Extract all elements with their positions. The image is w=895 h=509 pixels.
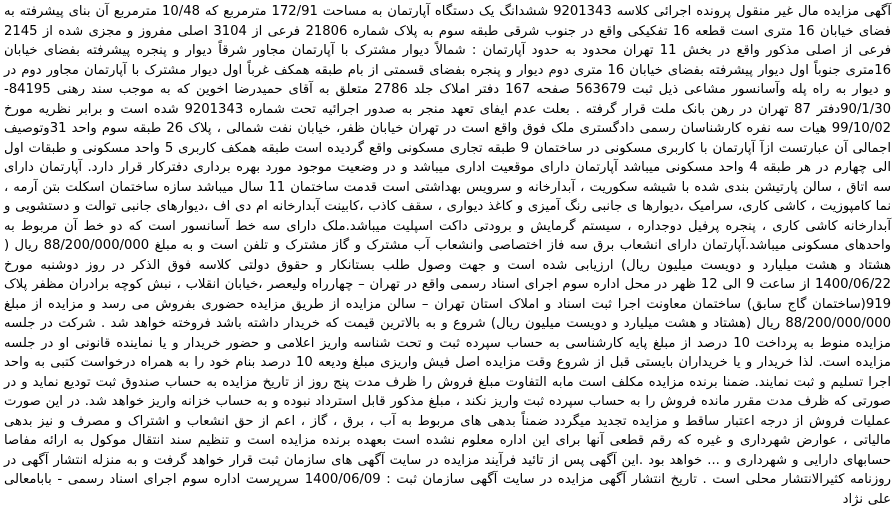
notice-body-text: آگهی مزایده مال غیر منقول پرونده اجرائی کلاسه 9201343 ششدانگ یک دستگاه آپارتمان به مساحت 172/91 مترمربع که 10/48 مترمربع آن بنای پیشرفته به فضای خیابان 16 متری است قطعه 16 تفکیکی واقع در جنوب شرقی طبقه سوم به پلاک شماره 21806 فرعی از 3104 اصلی مفروز و مجزی شده از 2145 فرعی از اصلی مذکور واقع در بخش 11 تهران محدود به حدود آپارتمان : شمالاً دیوار مشترک با آپارتمان مجاور شرقاً دیوار و پنجره پیشرفته بفضای خیابان 16متری جنوباً اول دیوار پیشرفته بفضای خیابان 16 متری دوم دیوار و پنجره بفضای قسمتی از بام طبقه همکف غرباً اول دیوار مشترک با آپارتمان مجاور دوم در و دیوار به راه پله وآسانسور مشاعی ذیل ثبت 563679 صفحه 167 دفتر املاک جلد 2786 متعلق به آقای حمیدرضا اخوین که به موجب سند رهنی 84195- 90/1/30دفتر 87 تهران در رهن بانک ملت قرار گرفته . بعلت عدم ایفای تعهد منجر به صدور اجرائیه تحت شماره 9201343 شده است و برابر نظریه مورخ 99/10/02 هیات سه نفره کارشناسان رسمی دادگستری ملک فوق واقع است در تهران خیابان ظفر، خیابان نفت شمالی ، پلاک 26 طبقه سوم واحد 31وتوصیف اجمالی آن عبارتست ازآ آپارتمان با کاربری مسکونی در ساختمان 9 طبقه تجاری مسکونی واقع گردیده است طبقه همکف کاربری 5 واحد مسکونی و طبقات اول الی چهارم در هر طبقه 4 واحد مسکونی میباشد آپارتمان دارای موقعیت اداری میباشد و در وضعیت موجود مورد بهره برداری دفترکار قرار دارد. آپارتمان دارای سه اتاق ، سالن پارتیشن بندی شده با شیشه سکوریت ، آبدارخانه و سرویس بهداشتی است قدمت ساختمان 11 سال میباشد سازه ساختمان اسکلت بتن آرمه ، نما کامپوزیت ، کاشی کاری، سرامیک ،دیوارها ی جانبی رنگ آمیزی و کاغذ دیواری ، سقف کاذب ،کابینت آبدارخانه ام دی اف ،دیوارهای جانبی توالت و دستشویی و آبدارخانه کاشی کاری ، پنجره پرفیل دوجداره ، سیستم گرمایش و برودتی داکت اسپلیت میباشد.ملک دارای سه خط آسانسور است که دو خط آن مربوط به واحدهای مسکونی میباشد.آپارتمان دارای انشعاب برق سه فاز اختصاصی وانشعاب آب مشترک و گاز مشترک و تلفن است و به مبلغ 88/200/000/000 ریال ( هشتاد و هشت میلیارد و دویست میلیون ریال) ارزیابی شده است و جهت وصول طلب بستانکار و حقوق دولتی کلاسه فوق الذکر در روز دوشنبه مورخ 1400/06/22 از ساعت 9 الی 12 ظهر در محل اداره سوم اجرای اسناد رسمی واقع در تهران – چهارراه ولیعصر ،خیابان انقلاب ، نبش کوچه برادران مظفر پلاک 919(ساختمان گاج سابق) ساختمان معاونت اجرا ثبت اسناد و املاک استان تهران – سالن مزایده از طریق مزایده حضوری بفروش می رسد و مزایده از مبلغ 88/200/000/000 ریال (هشتاد و هشت میلیارد و دویست میلیون ریال) شروع و به بالاترین قیمت که خریدار داشته باشد فروخته خواهد شد . شرکت در جلسه مزایده منوط به پرداخت 10 درصد از مبلغ پایه کارشناسی به حساب سپرده ثبت و تحت شناسه واریز اعلامی و حضور خریدار و یا نماینده قانونی او در جلسه مزایده است. لذا خریدار و یا خریداران بایستی قبل از شروع وقت مزایده اصل فیش واریزی مبلغ ودیعه 10 درصد بنام خود را به همراه درخواست کتبی به واحد اجرا تسلیم و ثبت نمایند. ضمنا برنده مزایده مکلف است مابه التفاوت مبلغ فروش را ظرف مدت پنج روز از تاریخ مزایده به حساب صندوق ثبت تودیع نماید و در صورتی که ظرف مدت مقرر مانده فروش را به حساب سپرده ثبت واریز نکند ، مبلغ مذکور قابل استرداد نبوده و به حساب خزانه واریز خواهد شد. در این صورت عملیات فروش از درجه اعتبار ساقط و مزایده تجدید میگردد ضمناً بدهی های مربوط به آب ، برق ، گاز ، اعم از حق انشعاب و اشتراک و مصرف و نیز بدهی مالیاتی ، عوارض شهرداری و غیره که رقم قطعی آنها برای این اداره معلوم نشده است بعهده برنده مزایده است و تنظیم سند انتقال موکول به ارائه مفاصا حسابهای دارایی و شهرداری و ... خواهد بود .این آگهی پس از تائید فرآیند مزایده در سایت آگهی های سازمان ثبت قرار خواهد گرفت و به منزله انتشار آگهی در روزنامه کثیرالانتشار محلی است . تاریخ انتشار آگهی مزایده در سایت آگهی سازمان ثبت : 1400/06/09 سرپرست اداره سوم اجرای اسناد رسمی - بابامعالی علی نژاد xyxy=(4,4,892,507)
